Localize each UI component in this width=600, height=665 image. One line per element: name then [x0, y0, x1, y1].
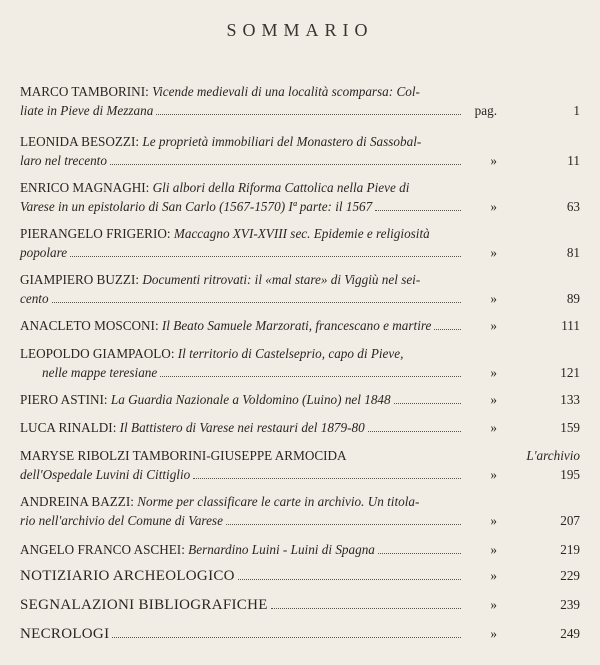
entry-author: GIAMPIERO BUZZI: [20, 272, 136, 287]
page-number: 81: [566, 245, 580, 260]
entry-author: ANGELO FRANCO ASCHEI: [20, 542, 182, 557]
toc-entry: GIAMPIERO BUZZI: Documenti ritrovati: il «mal stare» di Viggiù nel sei- cento » 89: [20, 272, 580, 306]
page-number: 11: [567, 153, 580, 168]
entry-author: LEOPOLDO GIAMPAOLO: [20, 346, 171, 361]
entry-author: ENRICO MAGNAGHI: [20, 180, 146, 195]
page-number: 121: [560, 365, 580, 380]
entry-author: PIERANGELO FRIGERIO: [20, 226, 167, 241]
page-prefix: »: [490, 542, 497, 557]
leader-dots: [375, 200, 461, 211]
page-prefix: »: [490, 365, 497, 380]
entry-title: Il Beato Samuele Marzorati, francescano e martire: [161, 318, 432, 333]
page-prefix: »: [490, 467, 497, 482]
toc-section: [20, 566, 580, 586]
page-prefix: »: [490, 420, 497, 435]
page-prefix: »: [490, 626, 497, 641]
entry-title-line1: Vicende medievali di una località scomparsa: Col-: [152, 84, 420, 99]
leader-dots: [394, 393, 461, 404]
page-number: 195: [560, 467, 580, 482]
page-number: 219: [560, 542, 580, 557]
section-label: NECROLOGI: [20, 626, 110, 642]
page-prefix: »: [490, 318, 497, 333]
entry-title-line1: Il territorio di Castelseprio, capo di Pieve,: [177, 346, 404, 361]
entry-author: LEONIDA BESOZZI: [20, 134, 136, 149]
page-prefix: »: [490, 153, 497, 168]
toc-entry: ANACLETO MOSCONI: Il Beato Samuele Marzorati, francescano e martire » 111: [20, 318, 580, 333]
leader-dots: [110, 154, 461, 165]
toc-entry: ANGELO FRANCO ASCHEI: Bernardino Luini - Luini di Spagna » 219: [20, 542, 580, 557]
page-number: 63: [566, 199, 580, 214]
leader-dots: [238, 569, 461, 580]
leader-dots: [226, 514, 461, 525]
toc-section: [20, 624, 580, 644]
section-label: SEGNALAZIONI BIBLIOGRAFICHE: [20, 597, 268, 613]
leader-dots: [156, 104, 461, 115]
entry-title-line1: Le proprietà immobiliari del Monastero di Sassobal-: [142, 134, 422, 149]
page-prefix: »: [490, 513, 497, 528]
page-number: 229: [560, 568, 580, 583]
entry-title-line2: Varese in un epistolario di San Carlo (1567-1570) Iª parte: il 1567: [20, 199, 373, 214]
entry-title-line1: Documenti ritrovati: il «mal stare» di Viggiù nel sei-: [142, 272, 421, 287]
page-number: 207: [560, 513, 580, 528]
page-number: 159: [560, 420, 580, 435]
page-prefix: »: [490, 568, 497, 583]
page-prefix: pag.: [474, 103, 497, 118]
section-label: NOTIZIARIO ARCHEOLOGICO: [20, 568, 235, 584]
leader-dots: [271, 598, 461, 609]
entry-author: PIERO ASTINI: [20, 392, 104, 407]
page-number: 133: [560, 392, 580, 407]
leader-dots: [112, 627, 461, 638]
toc-entry: LEONIDA BESOZZI: Le proprietà immobiliari del Monastero di Sassobal- laro nel trecento » 11: [20, 134, 580, 168]
page-prefix: »: [490, 597, 497, 612]
leader-dots: [52, 292, 461, 303]
entry-author: ANDREINA BAZZI: [20, 494, 131, 509]
entry-title-line1: Maccagno XVI-XVIII sec. Epidemie e religiosità: [173, 226, 430, 241]
leader-dots: [378, 543, 461, 554]
page-prefix: »: [490, 199, 497, 214]
leader-dots: [193, 468, 461, 479]
leader-dots: [70, 246, 461, 257]
entry-title-line1: Gli albori della Riforma Cattolica nella Pieve di: [152, 180, 410, 195]
page-number: 89: [566, 291, 580, 306]
toc-entry: [20, 446, 580, 484]
page-number: 239: [560, 597, 580, 612]
page-number: 249: [560, 626, 580, 641]
entry-title: La Guardia Nazionale a Voldomino (Luino) nel 1848: [110, 392, 391, 407]
page-prefix: »: [490, 245, 497, 260]
page-title: SOMMARIO: [226, 20, 374, 40]
leader-dots: [160, 366, 461, 377]
entry-title-line2: cento: [20, 291, 49, 306]
entry-title: Bernardino Luini - Luini di Spagna: [188, 542, 375, 557]
toc-section: [20, 595, 580, 615]
page-prefix: »: [490, 392, 497, 407]
entry-author: ANACLETO MOSCONI: [20, 318, 155, 333]
entry-title-line2: nelle mappe teresiane: [42, 365, 158, 380]
toc-entry: ANDREINA BAZZI: Norme per classificare le carte in archivio. Un titola- rio nell'archivio del Comune di Varese » 207: [20, 494, 580, 528]
toc-entry: LUCA RINALDI: Il Battistero di Varese nei restauri del 1879-80 » 159: [20, 420, 580, 435]
toc-entry: ENRICO MAGNAGHI: Gli albori della Riforma Cattolica nella Pieve di Varese in un epistolario di San Carlo (1567-1570) Iª parte: il 1567 » 63: [20, 180, 580, 214]
entry-title-line2: liate in Pieve di Mezzana: [20, 103, 154, 118]
entry-author: MARYSE RIBOLZI TAMBORINI-GIUSEPPE ARMOCIDA: [20, 448, 347, 463]
page-prefix: »: [490, 291, 497, 306]
entry-title: Il Battistero di Varese nei restauri del 1879-80: [119, 420, 365, 435]
entry-author: MARCO TAMBORINI: [20, 84, 146, 99]
page-number: 1: [573, 103, 580, 118]
entry-title-line1: L'archivio: [526, 448, 580, 463]
entry-author: LUCA RINALDI: [20, 420, 113, 435]
leader-dots: [368, 421, 461, 432]
entry-title-line2: popolare: [20, 245, 68, 260]
page-number: 111: [561, 318, 580, 333]
entry-title-line2: rio nell'archivio del Comune di Varese: [20, 513, 223, 528]
leader-dots: [434, 319, 461, 330]
entry-title-line2: laro nel trecento: [20, 153, 107, 168]
entry-title-line1: Norme per classificare le carte in archivio. Un titola-: [137, 494, 420, 509]
toc-entry: LEOPOLDO GIAMPAOLO: Il territorio di Castelseprio, capo di Pieve, nelle mappe teresiane » 121: [20, 346, 580, 380]
entry-title-line2: dell'Ospedale Luvini di Cittiglio: [20, 467, 191, 482]
toc-entry: PIERO ASTINI: La Guardia Nazionale a Voldomino (Luino) nel 1848 » 133: [20, 392, 580, 407]
toc-entry: PIERANGELO FRIGERIO: Maccagno XVI-XVIII sec. Epidemie e religiosità popolare » 81: [20, 226, 580, 260]
toc-entry: MARCO TAMBORINI: Vicende medievali di una località scomparsa: Col- liate in Pieve di Mezzana pag. 1: [20, 84, 580, 118]
